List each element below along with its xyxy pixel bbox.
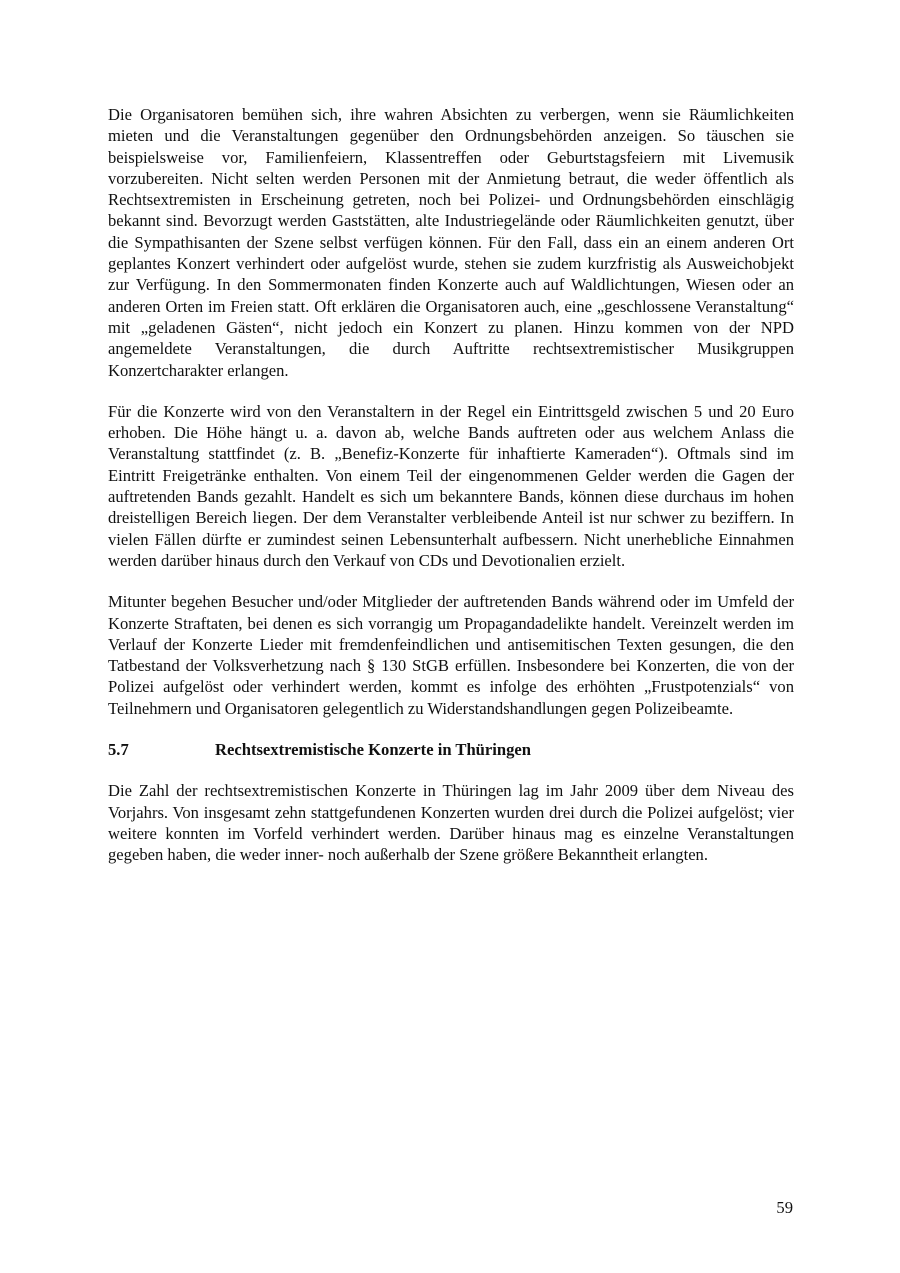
paragraph-admission-fees: Für die Konzerte wird von den Veranstaltern in der Regel ein Eintrittsgeld zwischen 5 und 20 Euro erhoben. Die Höhe hängt u. a. davon ab, welche Bands auftreten oder aus welchem Anlass die Veranstaltung stattfindet (z. B. „Benefiz-Konzerte für inhaftierte Kameraden“). Oftmals sind im Eintritt Freigetränke enthalten. Von einem Teil der eingenommenen Gelder werden die Gagen der auftretenden Bands gezahlt. Handelt es sich um bekanntere Bands, können diese durchaus im hohen dreistelligen Bereich liegen. Der dem Veranstalter verbleibende Anteil ist nur schwer zu beziffern. In vielen Fällen dürfte er zumindest seinen Lebensunterhalt aufbessern. Nicht unerhebliche Einnahmen werden darüber hinaus durch den Verkauf von CDs und Devotionalien erzielt. bbox=[108, 401, 794, 570]
paragraph-thuringia-concerts: Die Zahl der rechtsextremistischen Konzerte in Thüringen lag im Jahr 2009 über dem Niveau des Vorjahrs. Von insgesamt zehn stattgefundenen Konzerten wurden drei durch die Polizei aufgelöst; vier weitere konnten im Vorfeld verhindert werden. Darüber hinaus mag es einzelne Veranstaltungen gegeben haben, die weder inner- noch außerhalb der Szene größere Bekanntheit erlangten. bbox=[108, 781, 794, 865]
paragraph-venues: Die Organisatoren bemühen sich, ihre wahren Absichten zu verbergen, wenn sie Räumlichkeiten mieten und die Veranstaltungen gegenüber den Ordnungsbehörden anzeigen. So täuschen sie beispielsweise vor, Familienfeiern, Klassentreffen oder Geburtstagsfeiern mit Livemusik vorzubereiten. Nicht selten werden Personen mit der Anmietung betraut, die weder öffentlich als Rechtsextremisten in Erscheinung getreten, noch bei Polizei- und Ordnungsbehörden einschlägig bekannt sind. Bevorzugt werden Gaststätten, alte Industriegelände oder Räumlichkeiten genutzt, über die Sympathisanten der Szene selbst verfügen können. Für den Fall, dass ein an einem anderen Ort geplantes Konzert verhindert oder aufgelöst wurde, stehen sie zudem kurzfristig als Ausweichobjekt zur Verfügung. In den Sommermonaten finden Konzerte auch auf Waldlichtungen, Wiesen oder an anderen Orten im Freien statt. Oft erklären die Organisatoren auch, eine „geschlossene Veranstaltung“ mit „geladenen Gästen“, nicht jedoch ein Konzert zu planen. Hinzu kommen von der NPD angemeldete Veranstaltungen, die durch Auftritte rechtsextremistischer Musikgruppen Konzertcharakter erlangen. bbox=[108, 105, 794, 380]
page-number: 59 bbox=[776, 1198, 793, 1217]
paragraph-offenses: Mitunter begehen Besucher und/oder Mitglieder der auftretenden Bands während oder im Umfeld der Konzerte Straftaten, bei denen es sich vorrangig um Propagandadelikte handelt. Vereinzelt werden im Verlauf der Konzerte Lieder mit fremdenfeindlichen und antisemitischen Texten gesungen, die den Tatbestand der Volksverhetzung nach § 130 StGB erfüllen. Insbesondere bei Konzerten, die von der Polizei aufgelöst oder verhindert werden, kommt es infolge des erhöhten „Frustpotenzials“ von Teilnehmern und Organisatoren gelegentlich zu Widerstandshandlungen gegen Polizeibeamte. bbox=[108, 592, 794, 718]
section-number: 5.7 bbox=[108, 740, 129, 760]
section-title: Rechtsextremistische Konzerte in Thüringen bbox=[215, 740, 532, 760]
section-heading bbox=[108, 739, 794, 760]
page-body bbox=[108, 104, 794, 886]
